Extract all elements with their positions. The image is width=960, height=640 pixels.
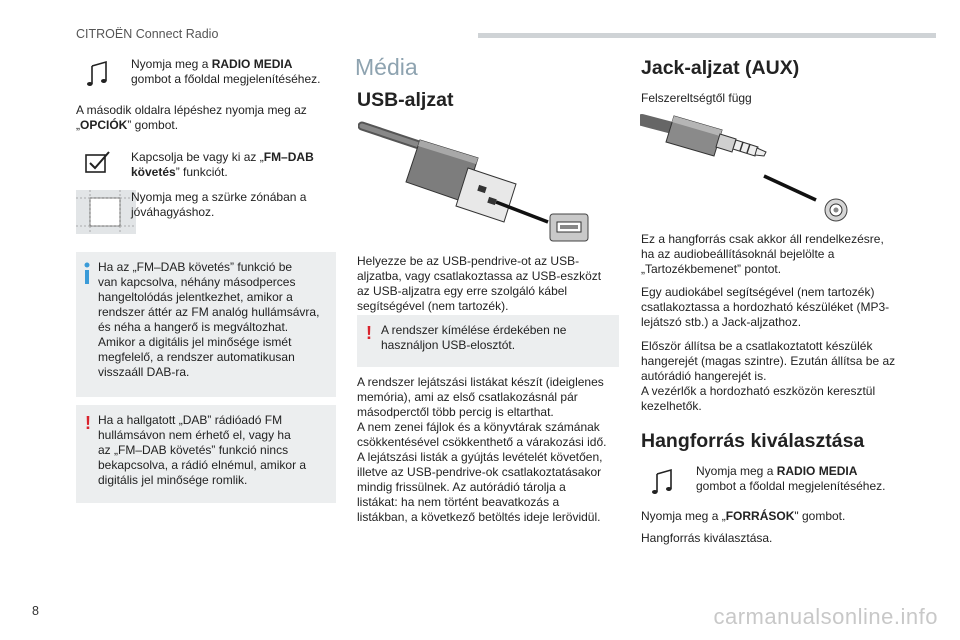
grid-zone-icon bbox=[76, 190, 136, 234]
jack-para-1: Ez a hangforrás csak akkor áll rendelkezésre, ha az audiobeállításoknál bejelölte a „Tartozékbemenet” pontot. bbox=[641, 232, 884, 276]
usb-plug-and-socket-illustration bbox=[358, 118, 594, 243]
watermark: carmanualsonline.info bbox=[713, 604, 938, 629]
jack-para-3: Először állítsa be a csatlakoztatott készülék hangerejét (magas szintre). Ezután állítsa be az autórádió hangerejét is. A vezérlők a hordozható eszközön keresztül kezelhetők. bbox=[641, 339, 896, 413]
running-header: CITROËN Connect Radio bbox=[76, 27, 219, 41]
sources-instruction: Nyomja meg a „FORRÁSOK" gombot. bbox=[641, 509, 846, 523]
checkbox-check-icon bbox=[84, 150, 112, 176]
warning-note-usb bbox=[357, 315, 619, 367]
options-instruction: A második oldalra lépéshez nyomja meg az „OPCIÓK” gombot. bbox=[76, 103, 307, 132]
select-source-text: Hangforrás kiválasztása. bbox=[641, 531, 773, 545]
warning-exclamation-icon: ! bbox=[85, 413, 91, 433]
heading-usb: USB-aljzat bbox=[357, 89, 454, 111]
usb-para-1: Helyezze be az USB-pendrive-ot az USB- aljzatba, vagy csatlakoztassa az USB-eszközt az USB-aljzatra egy erre szolgáló kábel segítségével (nem tartozék). bbox=[357, 254, 602, 313]
warning-note-usb-text: A rendszer kímélése érdekében ne használjon USB-elosztót. bbox=[381, 323, 567, 352]
jack-para-2: Egy audiokábel segítségével (nem tartozék) csatlakoztassa a hordozható készüléket (MP3- lejátszó stb.) a Jack-aljzathoz. bbox=[641, 285, 890, 329]
radio-media-instruction-2: Nyomja meg a RADIO MEDIA gombot a főoldal megjelenítéséhez. bbox=[696, 464, 886, 493]
warning-note-dab-text: Ha a hallgatott „DAB” rádióadó FM hullámsávon nem érhető el, vagy ha az „FM–DAB követés” funkció nincs bekapcsolva, a rádió elnémul, amikor a digitális jel minősége romlik. bbox=[98, 413, 307, 487]
radio-media-instruction: Nyomja meg a RADIO MEDIA gombot a főoldal megjelenítéséhez. bbox=[131, 57, 321, 86]
music-note-icon bbox=[651, 468, 675, 496]
usb-para-2: A rendszer lejátszási listákat készít (ideiglenes memória), ami az első csatlakozásnál pár másodperctől több percig is eltarthat. A nem zenei fájlok és a könyvtárak számának csökkentésével csökkenthető a várakozási idő. A lejátszási listák a gyújtás levételét követően, illetve az USB-pendrive-ok csatlakoztatásakor mindig frissülnek. Az autórádió tárolja a listákat: ha nem történt beavatkozás a listákban, a következő betöltés ideje lerövidül. bbox=[357, 375, 607, 524]
fm-dab-toggle-instruction: Kapcsolja be vagy ki az „FM–DAB követés” funkciót. bbox=[131, 150, 314, 179]
section-title-media: Média bbox=[355, 54, 418, 80]
jack-plug-and-socket-illustration bbox=[640, 110, 855, 222]
heading-source-select: Hangforrás kiválasztása bbox=[641, 430, 865, 452]
jack-equipment-note: Felszereltségtől függ bbox=[641, 91, 752, 105]
info-note bbox=[76, 252, 336, 397]
warning-exclamation-icon: ! bbox=[366, 323, 372, 343]
header-bar bbox=[478, 33, 936, 38]
warning-note-dab bbox=[76, 405, 336, 503]
page-number: 8 bbox=[32, 604, 39, 618]
info-icon bbox=[83, 262, 91, 284]
grey-zone-instruction: Nyomja meg a szürke zónában a jóváhagyáshoz. bbox=[131, 190, 307, 219]
music-note-icon bbox=[86, 60, 110, 88]
info-note-text: Ha az „FM–DAB követés” funkció be van kapcsolva, néhány másodperces hangeltolódás jelentkezhet, amikor a rendszer áttér az FM analóg hullámsávra, és néha a hangerő is megváltozhat. Amikor a digitális jel minősége ismét megfelelő, a rendszer automatikusan visszaáll DAB-ra. bbox=[98, 260, 320, 379]
heading-jack: Jack-aljzat (AUX) bbox=[641, 57, 800, 79]
